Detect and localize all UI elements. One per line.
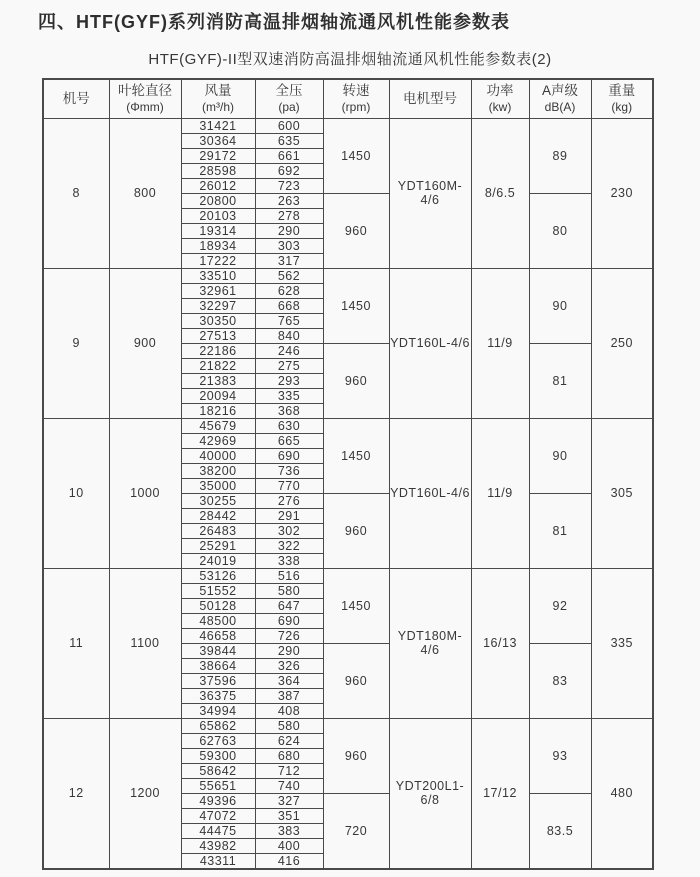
speed-cell: 1450 — [323, 418, 389, 493]
header-unit: (rpm) — [341, 99, 371, 114]
noise-level-cell: 90 — [529, 268, 591, 343]
total-pressure-cell: 712 — [255, 763, 323, 778]
header-row — [43, 79, 653, 118]
total-pressure-cell: 680 — [255, 748, 323, 763]
total-pressure-cell: 840 — [255, 328, 323, 343]
col-header-speed — [323, 79, 389, 118]
total-pressure-cell: 765 — [255, 313, 323, 328]
total-pressure-cell: 400 — [255, 838, 323, 853]
header-label: A声级 — [541, 83, 578, 99]
power-cell: 8/6.5 — [471, 118, 529, 268]
header-label: 全压 — [275, 83, 303, 99]
total-pressure-cell: 580 — [255, 718, 323, 733]
noise-level-cell: 93 — [529, 718, 591, 793]
power-cell: 11/9 — [471, 268, 529, 418]
speed-cell: 720 — [323, 793, 389, 869]
total-pressure-cell: 317 — [255, 253, 323, 268]
header-label: 重量 — [608, 83, 636, 99]
total-pressure-cell: 736 — [255, 463, 323, 478]
total-pressure-cell: 635 — [255, 133, 323, 148]
air-flow-cell: 18216 — [181, 403, 255, 418]
air-flow-cell: 55651 — [181, 778, 255, 793]
air-flow-cell: 20103 — [181, 208, 255, 223]
col-header-power — [471, 79, 529, 118]
total-pressure-cell: 668 — [255, 298, 323, 313]
fan-no-cell: 8 — [43, 118, 109, 268]
air-flow-cell: 20800 — [181, 193, 255, 208]
air-flow-cell: 48500 — [181, 613, 255, 628]
table-body — [43, 118, 653, 869]
power-cell: 17/12 — [471, 718, 529, 869]
air-flow-cell: 44475 — [181, 823, 255, 838]
air-flow-cell: 35000 — [181, 478, 255, 493]
air-flow-cell: 40000 — [181, 448, 255, 463]
total-pressure-cell: 383 — [255, 823, 323, 838]
motor-model-cell: YDT160M-4/6 — [389, 118, 471, 268]
total-pressure-cell: 408 — [255, 703, 323, 718]
header-unit: (m³/h) — [202, 99, 234, 114]
header-unit: (Φmm) — [126, 99, 164, 114]
total-pressure-cell: 290 — [255, 643, 323, 658]
air-flow-cell: 49396 — [181, 793, 255, 808]
table-subtitle: HTF(GYF)-II型双速消防高温排烟轴流通风机性能参数表(2) — [148, 51, 552, 68]
header-unit: dB(A) — [544, 99, 576, 114]
total-pressure-cell: 692 — [255, 163, 323, 178]
total-pressure-cell: 275 — [255, 358, 323, 373]
weight-cell: 335 — [591, 568, 653, 718]
air-flow-cell: 38200 — [181, 463, 255, 478]
air-flow-cell: 53126 — [181, 568, 255, 583]
table-row — [43, 568, 653, 583]
total-pressure-cell: 726 — [255, 628, 323, 643]
air-flow-cell: 37596 — [181, 673, 255, 688]
air-flow-cell: 65862 — [181, 718, 255, 733]
fan-no-cell: 9 — [43, 268, 109, 418]
air-flow-cell: 45679 — [181, 418, 255, 433]
air-flow-cell: 21822 — [181, 358, 255, 373]
impeller-diameter-cell: 800 — [109, 118, 181, 268]
header-label: 风量 — [204, 83, 232, 99]
air-flow-cell: 46658 — [181, 628, 255, 643]
speed-cell: 960 — [323, 493, 389, 568]
total-pressure-cell: 326 — [255, 658, 323, 673]
noise-level-cell: 81 — [529, 493, 591, 568]
air-flow-cell: 43311 — [181, 853, 255, 869]
noise-level-cell: 83 — [529, 643, 591, 718]
table-row — [43, 118, 653, 133]
total-pressure-cell: 338 — [255, 553, 323, 568]
header-unit: (kw) — [488, 99, 512, 114]
fan-no-cell: 12 — [43, 718, 109, 869]
total-pressure-cell: 293 — [255, 373, 323, 388]
table-header — [43, 79, 653, 118]
total-pressure-cell: 322 — [255, 538, 323, 553]
noise-level-cell: 80 — [529, 193, 591, 268]
impeller-diameter-cell: 900 — [109, 268, 181, 418]
motor-model-cell: YDT180M-4/6 — [389, 568, 471, 718]
air-flow-cell: 34994 — [181, 703, 255, 718]
air-flow-cell: 38664 — [181, 658, 255, 673]
impeller-diameter-cell: 1100 — [109, 568, 181, 718]
col-header-total-pressure — [255, 79, 323, 118]
air-flow-cell: 43982 — [181, 838, 255, 853]
impeller-diameter-cell: 1000 — [109, 418, 181, 568]
air-flow-cell: 47072 — [181, 808, 255, 823]
air-flow-cell: 25291 — [181, 538, 255, 553]
noise-level-cell: 81 — [529, 343, 591, 418]
air-flow-cell: 24019 — [181, 553, 255, 568]
air-flow-cell: 21383 — [181, 373, 255, 388]
header-unit: (kg) — [611, 99, 633, 114]
motor-model-cell: YDT160L-4/6 — [389, 268, 471, 418]
total-pressure-cell: 276 — [255, 493, 323, 508]
total-pressure-cell: 647 — [255, 598, 323, 613]
air-flow-cell: 58642 — [181, 763, 255, 778]
air-flow-cell: 33510 — [181, 268, 255, 283]
total-pressure-cell: 351 — [255, 808, 323, 823]
speed-cell: 960 — [323, 343, 389, 418]
air-flow-cell: 29172 — [181, 148, 255, 163]
table-row — [43, 718, 653, 733]
motor-model-cell: YDT160L-4/6 — [389, 418, 471, 568]
air-flow-cell: 31421 — [181, 118, 255, 133]
total-pressure-cell: 665 — [255, 433, 323, 448]
total-pressure-cell: 263 — [255, 193, 323, 208]
total-pressure-cell: 630 — [255, 418, 323, 433]
total-pressure-cell: 740 — [255, 778, 323, 793]
air-flow-cell: 62763 — [181, 733, 255, 748]
air-flow-cell: 42969 — [181, 433, 255, 448]
air-flow-cell: 32297 — [181, 298, 255, 313]
air-flow-cell: 22186 — [181, 343, 255, 358]
page-title: 四、HTF(GYF)系列消防高温排烟轴流通风机性能参数表 — [38, 12, 510, 32]
total-pressure-cell: 624 — [255, 733, 323, 748]
air-flow-cell: 20094 — [181, 388, 255, 403]
motor-model-cell: YDT200L1-6/8 — [389, 718, 471, 869]
total-pressure-cell: 690 — [255, 448, 323, 463]
air-flow-cell: 19314 — [181, 223, 255, 238]
air-flow-cell: 28598 — [181, 163, 255, 178]
col-header-air-flow — [181, 79, 255, 118]
speed-cell: 960 — [323, 718, 389, 793]
fan-no-cell: 11 — [43, 568, 109, 718]
total-pressure-cell: 246 — [255, 343, 323, 358]
air-flow-cell: 17222 — [181, 253, 255, 268]
air-flow-cell: 32961 — [181, 283, 255, 298]
air-flow-cell: 39844 — [181, 643, 255, 658]
speed-cell: 1450 — [323, 118, 389, 193]
air-flow-cell: 30364 — [181, 133, 255, 148]
header-label: 机号 — [62, 90, 90, 106]
table-row — [43, 418, 653, 433]
speed-cell: 1450 — [323, 568, 389, 643]
total-pressure-cell: 327 — [255, 793, 323, 808]
total-pressure-cell: 416 — [255, 853, 323, 869]
air-flow-cell: 51552 — [181, 583, 255, 598]
power-cell: 11/9 — [471, 418, 529, 568]
total-pressure-cell: 302 — [255, 523, 323, 538]
table-row — [43, 268, 653, 283]
noise-level-cell: 83.5 — [529, 793, 591, 869]
header-label: 转速 — [342, 83, 370, 99]
weight-cell: 480 — [591, 718, 653, 869]
total-pressure-cell: 364 — [255, 673, 323, 688]
fan-spec-table — [42, 78, 654, 870]
col-header-noise-level — [529, 79, 591, 118]
speed-cell: 1450 — [323, 268, 389, 343]
air-flow-cell: 26012 — [181, 178, 255, 193]
total-pressure-cell: 278 — [255, 208, 323, 223]
noise-level-cell: 90 — [529, 418, 591, 493]
fan-no-cell: 10 — [43, 418, 109, 568]
power-cell: 16/13 — [471, 568, 529, 718]
total-pressure-cell: 516 — [255, 568, 323, 583]
speed-cell: 960 — [323, 643, 389, 718]
air-flow-cell: 28442 — [181, 508, 255, 523]
total-pressure-cell: 600 — [255, 118, 323, 133]
air-flow-cell: 18934 — [181, 238, 255, 253]
total-pressure-cell: 291 — [255, 508, 323, 523]
total-pressure-cell: 628 — [255, 283, 323, 298]
air-flow-cell: 36375 — [181, 688, 255, 703]
total-pressure-cell: 723 — [255, 178, 323, 193]
col-header-fan-no — [43, 79, 109, 118]
total-pressure-cell: 661 — [255, 148, 323, 163]
header-label: 叶轮直径 — [118, 83, 172, 99]
impeller-diameter-cell: 1200 — [109, 718, 181, 869]
total-pressure-cell: 387 — [255, 688, 323, 703]
total-pressure-cell: 562 — [255, 268, 323, 283]
air-flow-cell: 26483 — [181, 523, 255, 538]
noise-level-cell: 89 — [529, 118, 591, 193]
air-flow-cell: 59300 — [181, 748, 255, 763]
col-header-weight — [591, 79, 653, 118]
total-pressure-cell: 690 — [255, 613, 323, 628]
total-pressure-cell: 290 — [255, 223, 323, 238]
total-pressure-cell: 580 — [255, 583, 323, 598]
air-flow-cell: 50128 — [181, 598, 255, 613]
header-label: 功率 — [486, 83, 514, 99]
col-header-impeller-diameter — [109, 79, 181, 118]
total-pressure-cell: 770 — [255, 478, 323, 493]
air-flow-cell: 30350 — [181, 313, 255, 328]
weight-cell: 305 — [591, 418, 653, 568]
total-pressure-cell: 335 — [255, 388, 323, 403]
header-label: 电机型号 — [403, 90, 457, 106]
noise-level-cell: 92 — [529, 568, 591, 643]
weight-cell: 230 — [591, 118, 653, 268]
col-header-motor-model — [389, 79, 471, 118]
air-flow-cell: 27513 — [181, 328, 255, 343]
speed-cell: 960 — [323, 193, 389, 268]
weight-cell: 250 — [591, 268, 653, 418]
header-unit: (pa) — [278, 99, 300, 114]
air-flow-cell: 30255 — [181, 493, 255, 508]
total-pressure-cell: 303 — [255, 238, 323, 253]
total-pressure-cell: 368 — [255, 403, 323, 418]
